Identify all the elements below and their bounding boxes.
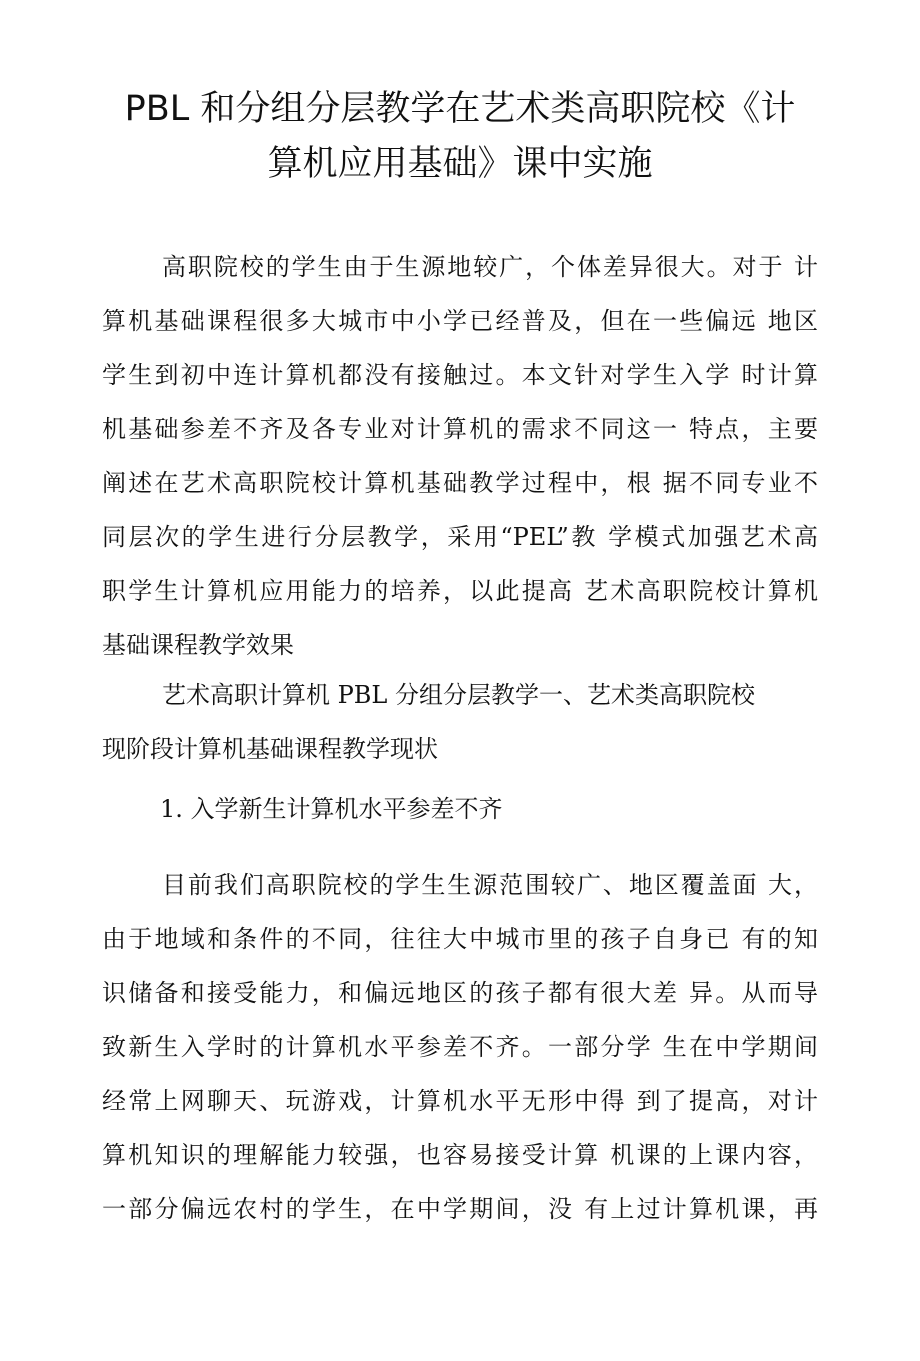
title-line: PBL 和分组分层教学在艺术类高职院校《计 (124, 89, 796, 129)
text-line: 同层次的学生进行分层教学，采用“PEL”教 学模式加强艺术高 (102, 523, 818, 551)
text-line: 由于地域和条件的不同，往往大中城市里的孩子自身已 有的知 (102, 925, 818, 953)
text-line: 致新生入学时的计算机水平参差不齐。一部分学 生在中学期间 (102, 1033, 818, 1061)
abstract-paragraph (102, 240, 818, 672)
text-line: 职学生计算机应用能力的培养，以此提高 艺术高职院校计算机 (102, 577, 818, 605)
body-paragraph (102, 858, 818, 1236)
keywords-paragraph (102, 668, 818, 776)
text-line: 目前我们高职院校的学生生源范围较广、地区覆盖面 大， (162, 871, 818, 899)
text-line: 机基础参差不齐及各专业对计算机的需求不同这一 特点，主要 (102, 415, 818, 443)
text-line: 基础课程教学效果 (102, 631, 294, 659)
text-line: 识储备和接受能力，和偏远地区的孩子都有很大差 异。从而导 (102, 979, 818, 1007)
text-line: 算机知识的理解能力较强，也容易接受计算 机课的上课内容， (102, 1141, 818, 1169)
text-line: 艺术高职计算机 PBL 分组分层教学一、艺术类高职院校 (162, 681, 755, 709)
text-line: 阐述在艺术高职院校计算机基础教学过程中，根 据不同专业不 (102, 469, 818, 497)
text-line: 经常上网聊天、玩游戏，计算机水平无形中得 到了提高，对计 (102, 1087, 818, 1115)
text-line: 现阶段计算机基础课程教学现状 (102, 735, 438, 763)
text-line: 算机基础课程很多大城市中小学已经普及，但在一些偏远 地区 (102, 307, 818, 335)
title-line: 算机应用基础》课中实施 (267, 144, 653, 184)
document-title (90, 82, 830, 192)
text-line: 高职院校的学生由于生源地较广，个体差异很大。对于 计 (162, 253, 818, 281)
section-heading-text: 1. 入学新生计算机水平参差不齐 (160, 795, 503, 823)
text-line: 一部分偏远农村的学生，在中学期间，没 有上过计算机课，再 (102, 1195, 818, 1223)
text-line: 学生到初中连计算机都没有接触过。本文针对学生入学 时计算 (102, 361, 818, 389)
section-heading (102, 782, 818, 836)
